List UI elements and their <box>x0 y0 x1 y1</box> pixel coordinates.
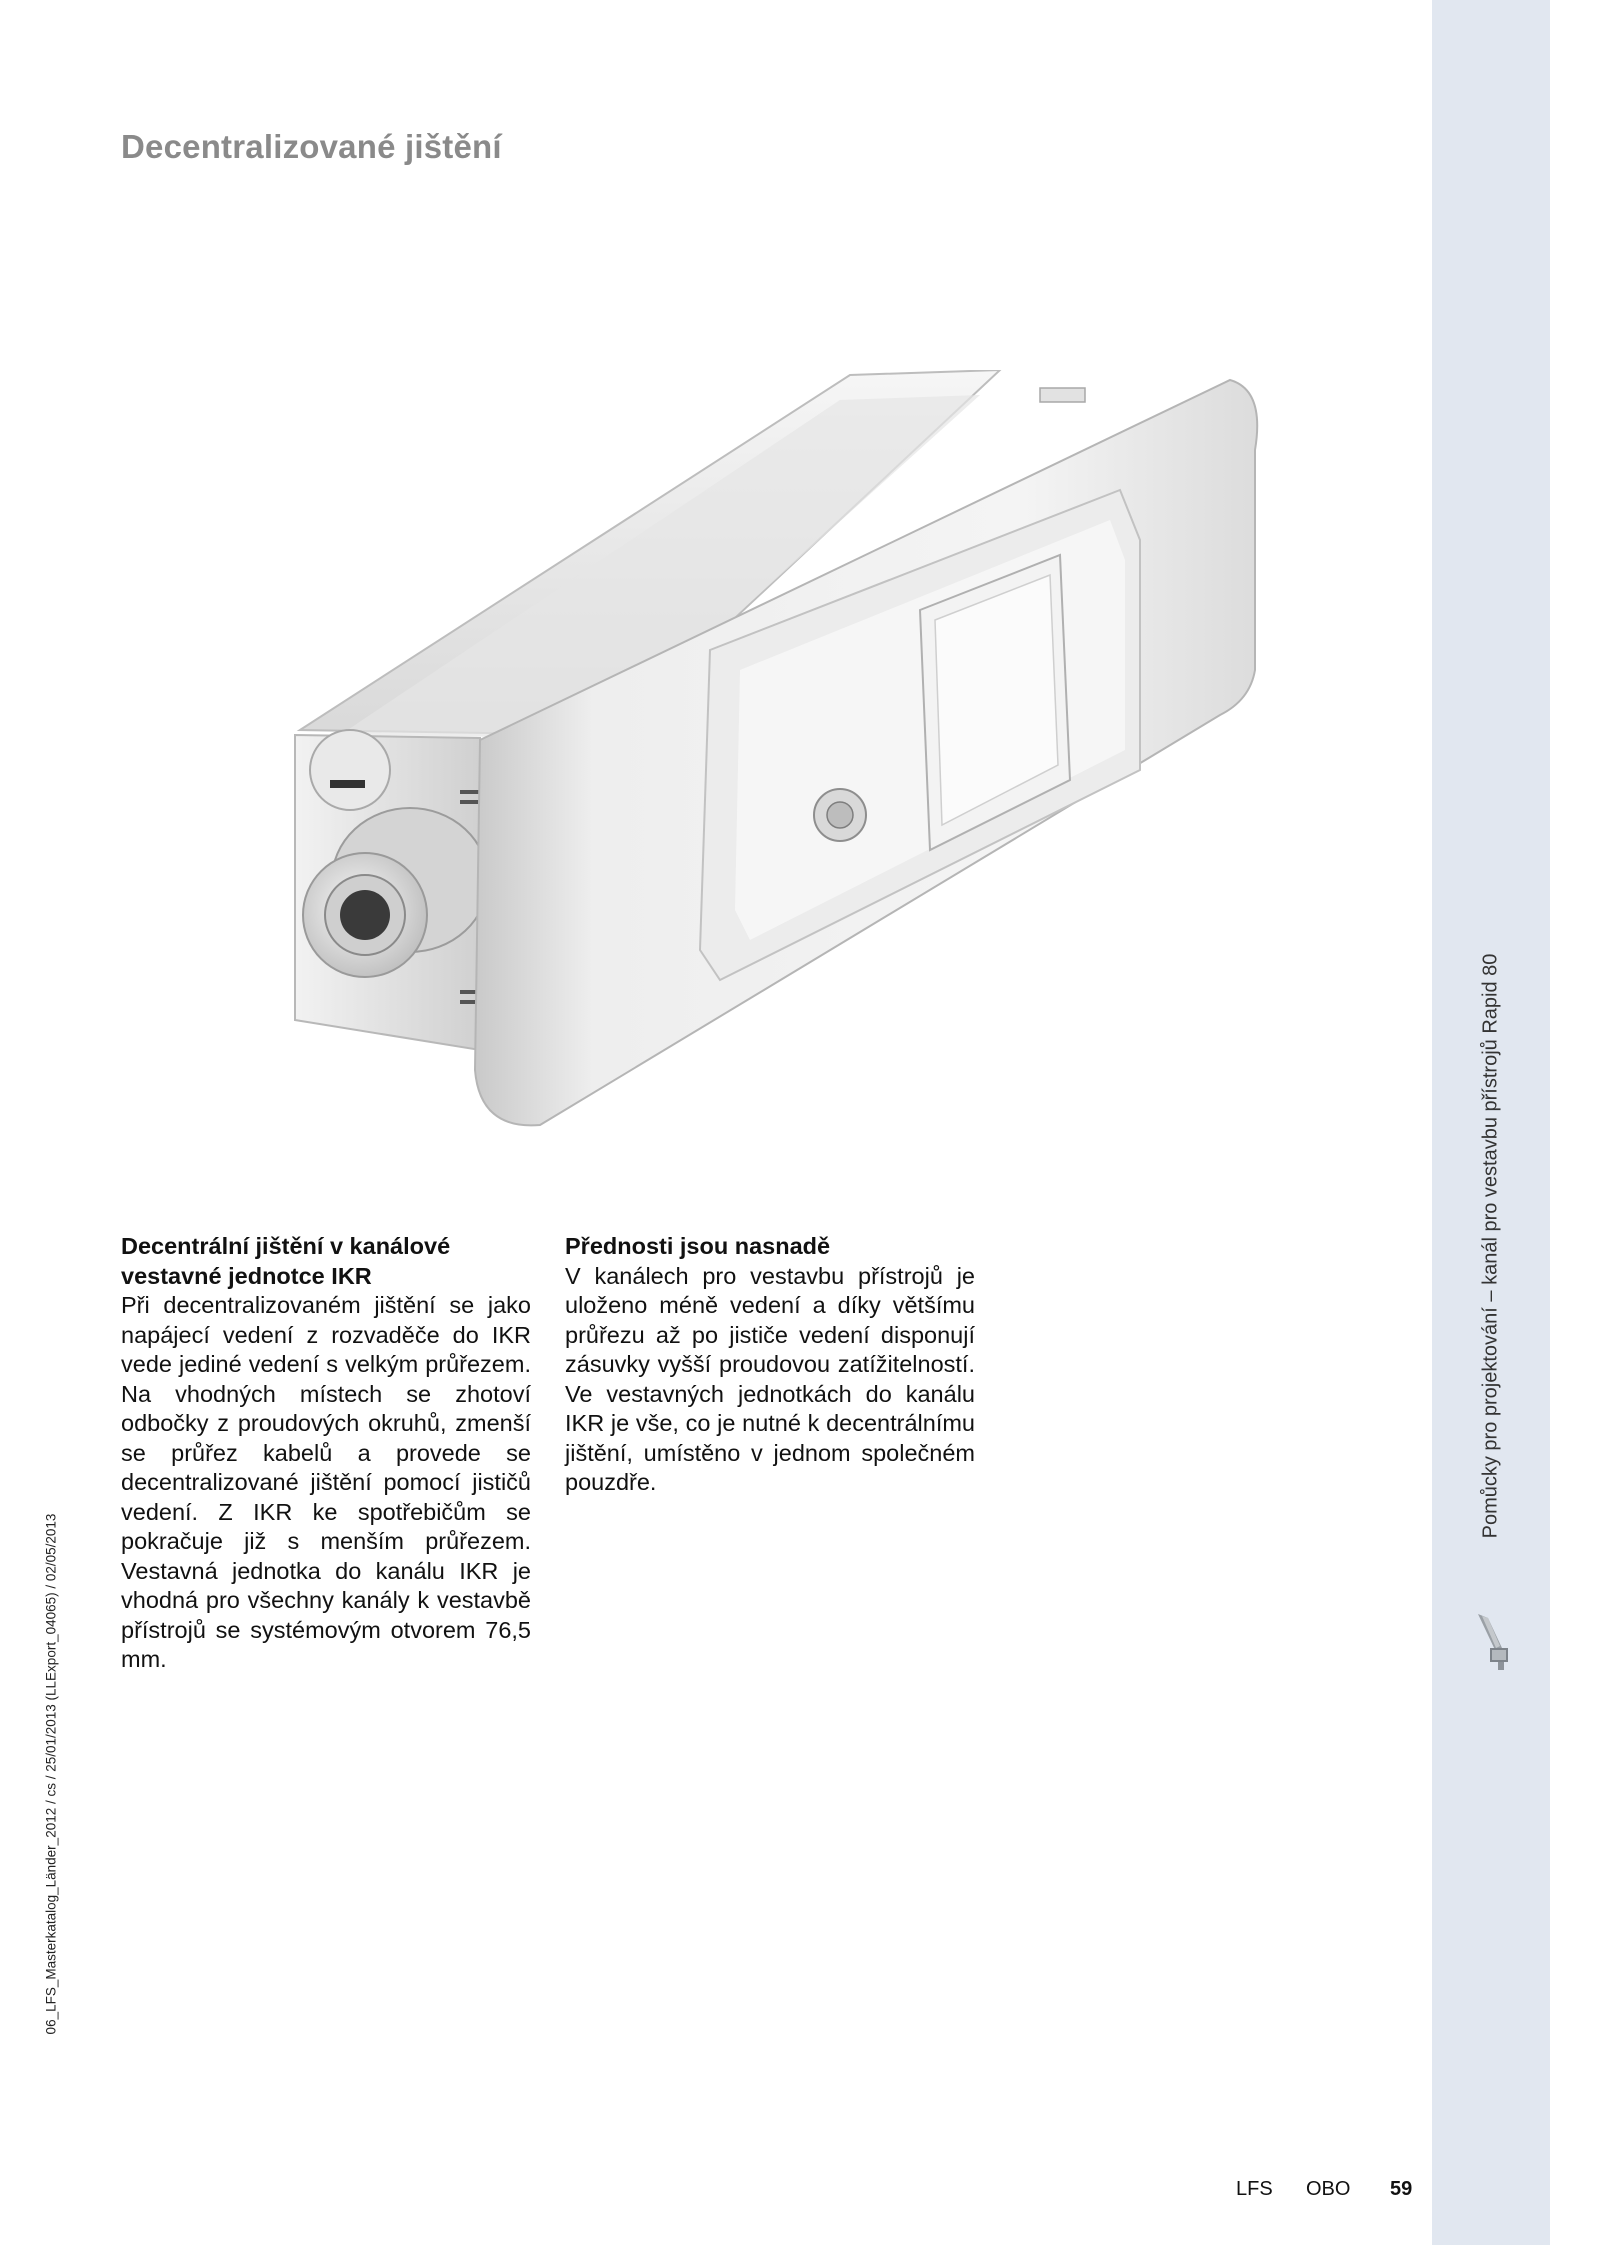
footer-brand-lfs: LFS <box>1236 2178 1273 2200</box>
footer-brand-obo: OBO <box>1306 2178 1351 2200</box>
text-column-1 <box>121 1232 531 1675</box>
ikr-installation-unit-image <box>280 370 1270 1130</box>
section-heading: Přednosti jsou nasnadě <box>565 1233 831 1259</box>
text-column-2 <box>565 1232 975 1498</box>
tool-icon <box>1472 1612 1512 1672</box>
page-number: 59 <box>1390 2178 1413 2200</box>
section-heading: Decentrální jištění v kanálové vestavné jednotce IKR <box>121 1233 451 1289</box>
print-job-note: 06_LFS_Masterkatalog_Länder_2012 / cs / 25/01/2013 (LLExport_04065) / 02/05/2013 <box>43 1513 59 2035</box>
page-title: Decentralizované jištění <box>121 128 502 165</box>
section-body: V kanálech pro vestavbu přístrojů je uloženo méně vedení a díky většímu průřezu až po jističe vedení disponují zásuvky vyšší proudovou zatížitelností. Ve vestavných jednotkách do kanálu IKR je vše, co je nutné k decentrálnímu jištění, umístěno v jednom společném pouzdře. <box>565 1262 975 1495</box>
section-body: Při decentralizovaném jištění se jako napájecí vedení z rozvaděče do IKR vede jediné vedení s velkým průřezem. Na vhodných místech se zhotoví odbočky z proudových okruhů, zmenší se průřez kabelů a provede se decentralizované jištění pomocí jističů vedení. Z IKR ke spotřebičům se pokračuje již s menším průřezem. Vestavná jednotka do kanálu IKR je vhodná pro všechny kanály k vestavbě přístrojů se systémovým otvorem 76,5 mm. <box>121 1292 531 1672</box>
sidebar-section-label: Pomůcky pro projektování – kanál pro vestavbu přístrojů Rapid 80 <box>1479 953 1502 1539</box>
